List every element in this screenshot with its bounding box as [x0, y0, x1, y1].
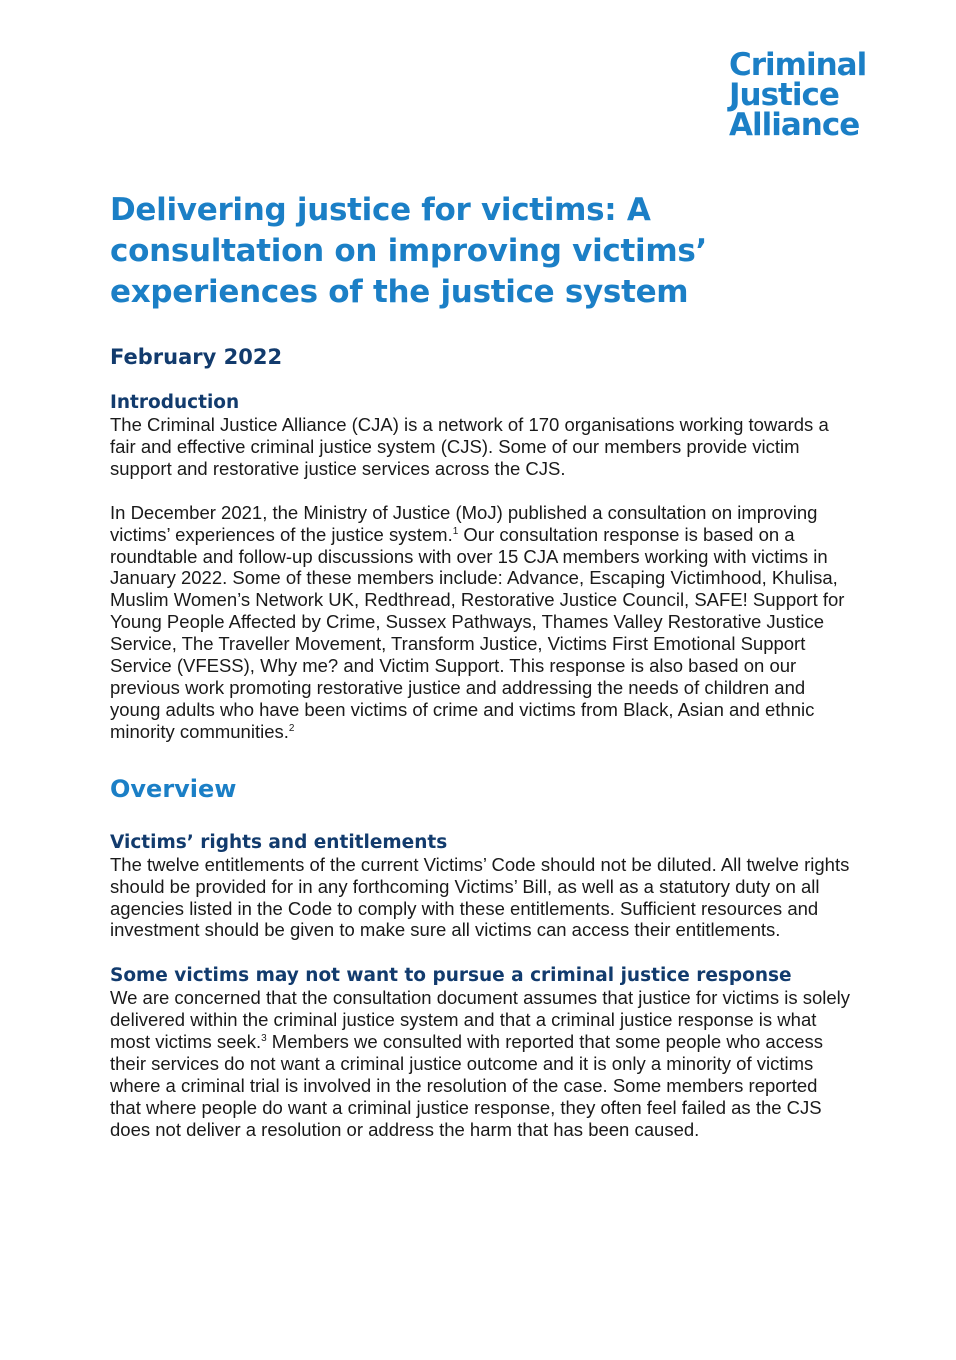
introduction-paragraph-1: The Criminal Justice Alliance (CJA) is a network of 170 organisations working towards a fair and effective criminal justice system (CJS). Some of our members provide victim support and restorative justice services across the CJS. [110, 414, 829, 479]
criminal-justice-response-paragraph [110, 987, 850, 1140]
footnote-ref-2[interactable]: 2 [288, 722, 295, 734]
introduction-paragraph-2 [110, 502, 850, 743]
criminal-justice-response-heading: Some victims may not want to pursue a criminal justice response [110, 965, 792, 987]
document-date: February 2022 [110, 345, 283, 369]
introduction-heading: Introduction [110, 392, 240, 413]
logo-line-justice: Justice [729, 77, 839, 113]
overview-heading: Overview [110, 774, 237, 803]
introduction-paragraph-2-text-b: Our consultation response is based on a roundtable and follow-up discussions with over 15 CJA members working with victims in January 2022. Some of these members include: Advance, Escaping Victimhood, Khulisa, Muslim Women’s Network UK, Redthread, Restorative Justice Council, SAFE! Support for Young People Affected by Crime, Sussex Pathways, Thames Valley Restorative Justice Service, The Traveller Movement, Transform Justice, Victims First Emotional Support Service (VFESS), Why me? and Victim Support. This response is also based on our previous work promoting restorative justice and addressing the needs of children and young adults who have been victims of crime and victims from Black, Asian and ethnic minority communities. [110, 523, 845, 742]
logo-line-criminal: Criminal [729, 47, 867, 83]
response-paragraph-text-a: We are concerned that the consultation document assumes that justice for victims is solely delivered within the criminal justice system and that a criminal justice response is what most victims seek. [110, 987, 851, 1053]
response-paragraph-text-b: Members we consulted with reported that some people who access their services do not want a criminal justice outcome and it is only a minority of victims where a criminal trial is involved in the resolution of the case. Some members reported that where people do want a criminal justice response, they often feel failed as the CJS does not deliver a resolution or address the harm that has been caused. [110, 1031, 823, 1140]
logo-line-alliance: Alliance [729, 107, 860, 143]
document-body [110, 190, 850, 1141]
rights-heading: Victims’ rights and entitlements [110, 831, 448, 853]
cja-logo [729, 47, 889, 143]
footnote-ref-1[interactable]: 1 [452, 525, 459, 537]
document-title: Delivering justice for victims: A consultation on improving victims’ experiences of the justice system [110, 192, 707, 310]
introduction-paragraph-2-text-a: In December 2021, the Ministry of Justice (MoJ) published a consultation on improving victims’ experiences of the justice system. [110, 501, 818, 545]
rights-paragraph: The twelve entitlements of the current Victims’ Code should not be diluted. All twelve rights should be provided for in any forthcoming Victims’ Bill, as well as a statutory duty on all agencies listed in the Code to comply with these entitlements. Sufficient resources and investment should be given to make sure all victims can access their entitlements. [110, 853, 850, 941]
footnote-ref-3[interactable]: 3 [261, 1032, 267, 1044]
